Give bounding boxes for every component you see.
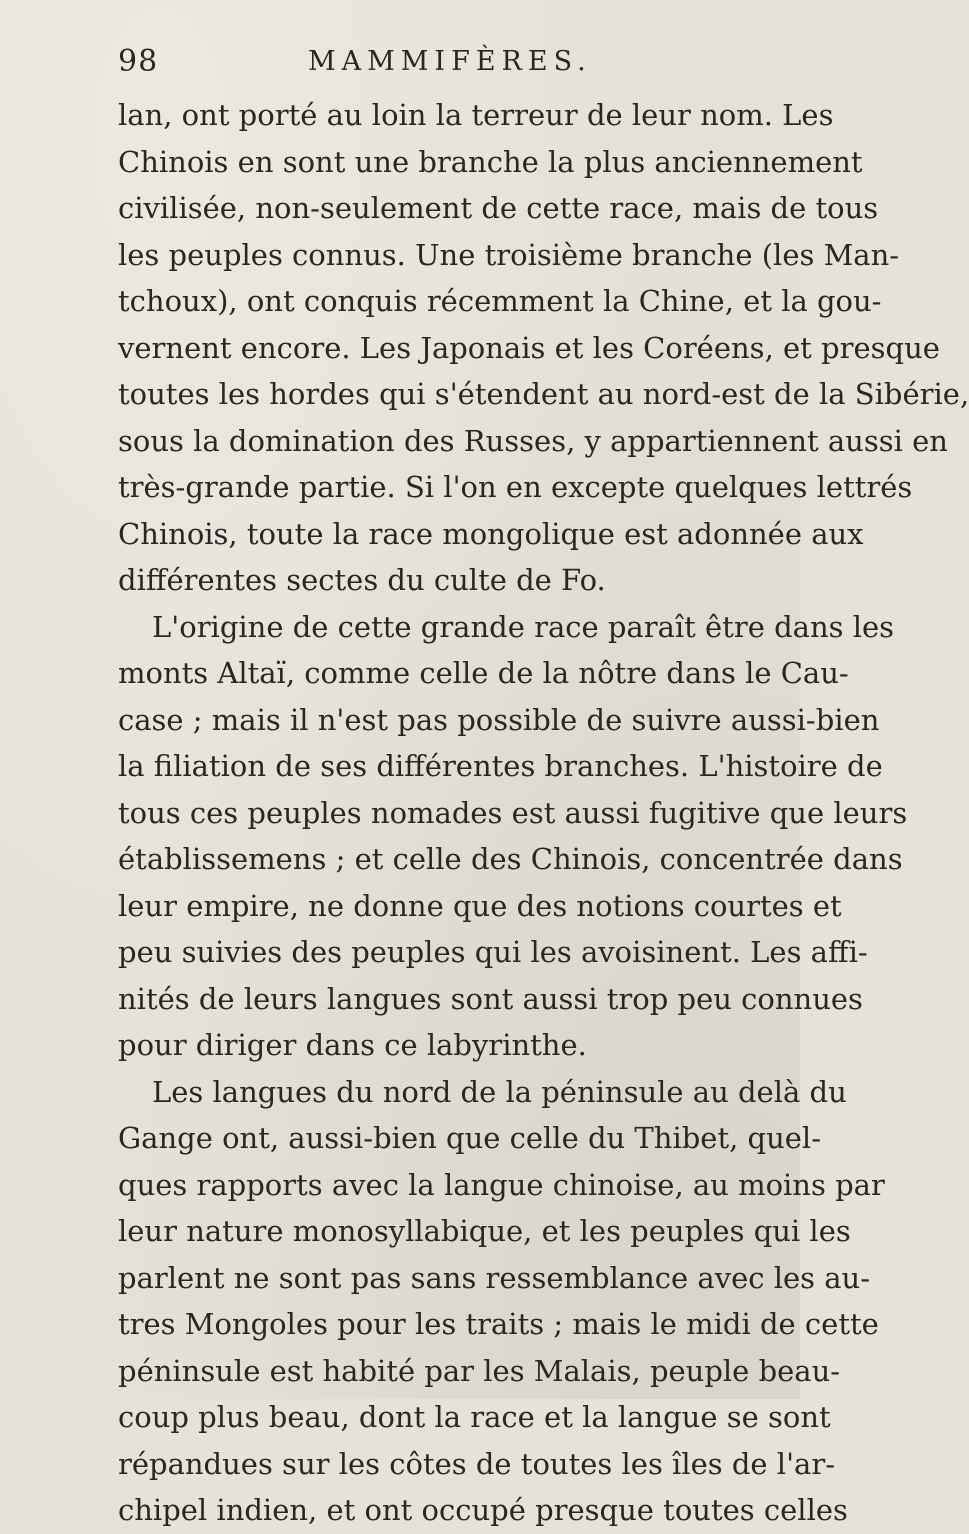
text-line: Les langues du nord de la péninsule au delà du <box>152 1074 847 1109</box>
text-line: monts Altaï, comme celle de la nôtre dans le Cau- <box>118 656 849 690</box>
text-line: tres Mongoles pour les traits ; mais le midi de cette <box>118 1307 879 1341</box>
text-line: pour diriger dans ce labyrinthe. <box>118 1028 587 1062</box>
text-line: leur empire, ne donne que des notions courtes et <box>118 888 842 923</box>
text-line: la filiation de ses différentes branches. L'histoire de <box>118 749 883 783</box>
text-line: parlent ne sont pas sans ressemblance avec les au- <box>118 1260 871 1295</box>
text-line: péninsule est habité par les Malais, peuple beau- <box>118 1353 841 1388</box>
text-line: tchoux), ont conquis récemment la Chine, et la gou- <box>118 284 882 318</box>
text-line: très-grande partie. Si l'on en excepte quelques lettrés <box>118 470 913 504</box>
paragraph-2 <box>118 604 908 1069</box>
text-line: peu suivies des peuples qui les avoisinent. Les affi- <box>118 935 868 969</box>
text-line: différentes sectes du culte de Fo. <box>118 563 606 597</box>
paragraph-3 <box>118 1069 885 1534</box>
text-line: Chinois, toute la race mongolique est adonnée aux <box>118 516 864 551</box>
page-header <box>118 44 798 84</box>
running-title: MAMMIFÈRES. <box>308 46 592 77</box>
text-line: tous ces peuples nomades est aussi fugitive que leurs <box>118 795 908 830</box>
text-line: toutes les hordes qui s'étendent au nord-est de la Sibérie, <box>118 377 969 411</box>
text-line: coup plus beau, dont la race et la langue se sont <box>118 1400 831 1434</box>
text-line: établissemens ; et celle des Chinois, concentrée dans <box>118 842 903 876</box>
text-line: sous la domination des Russes, y appartiennent aussi en <box>118 423 948 458</box>
paragraph-1 <box>118 92 969 604</box>
text-line: case ; mais il n'est pas possible de suivre aussi-bien <box>118 702 880 737</box>
page-number: 98 <box>118 44 159 79</box>
text-line: ques rapports avec la langue chinoise, au moins par <box>118 1167 885 1202</box>
text-line: répandues sur les côtes de toutes les îles de l'ar- <box>118 1446 835 1481</box>
text-line: civilisée, non-seulement de cette race, mais de tous <box>118 191 879 225</box>
text-line: nités de leurs langues sont aussi trop peu connues <box>118 981 863 1016</box>
text-line: vernent encore. Les Japonais et les Coréens, et presque <box>118 330 940 365</box>
text-line: chipel indien, et ont occupé presque toutes celles <box>118 1493 848 1527</box>
text-line: leur nature monosyllabique, et les peuples qui les <box>118 1214 851 1248</box>
text-line: Chinois en sont une branche la plus anciennement <box>118 144 863 179</box>
body-text <box>118 92 969 1534</box>
text-line: Gange ont, aussi-bien que celle du Thibet, quel- <box>118 1121 822 1155</box>
text-line: les peuples connus. Une troisième branche (les Man- <box>118 237 900 272</box>
text-line: lan, ont porté au loin la terreur de leur nom. Les <box>118 98 834 132</box>
text-line: L'origine de cette grande race paraît être dans les <box>152 609 895 644</box>
